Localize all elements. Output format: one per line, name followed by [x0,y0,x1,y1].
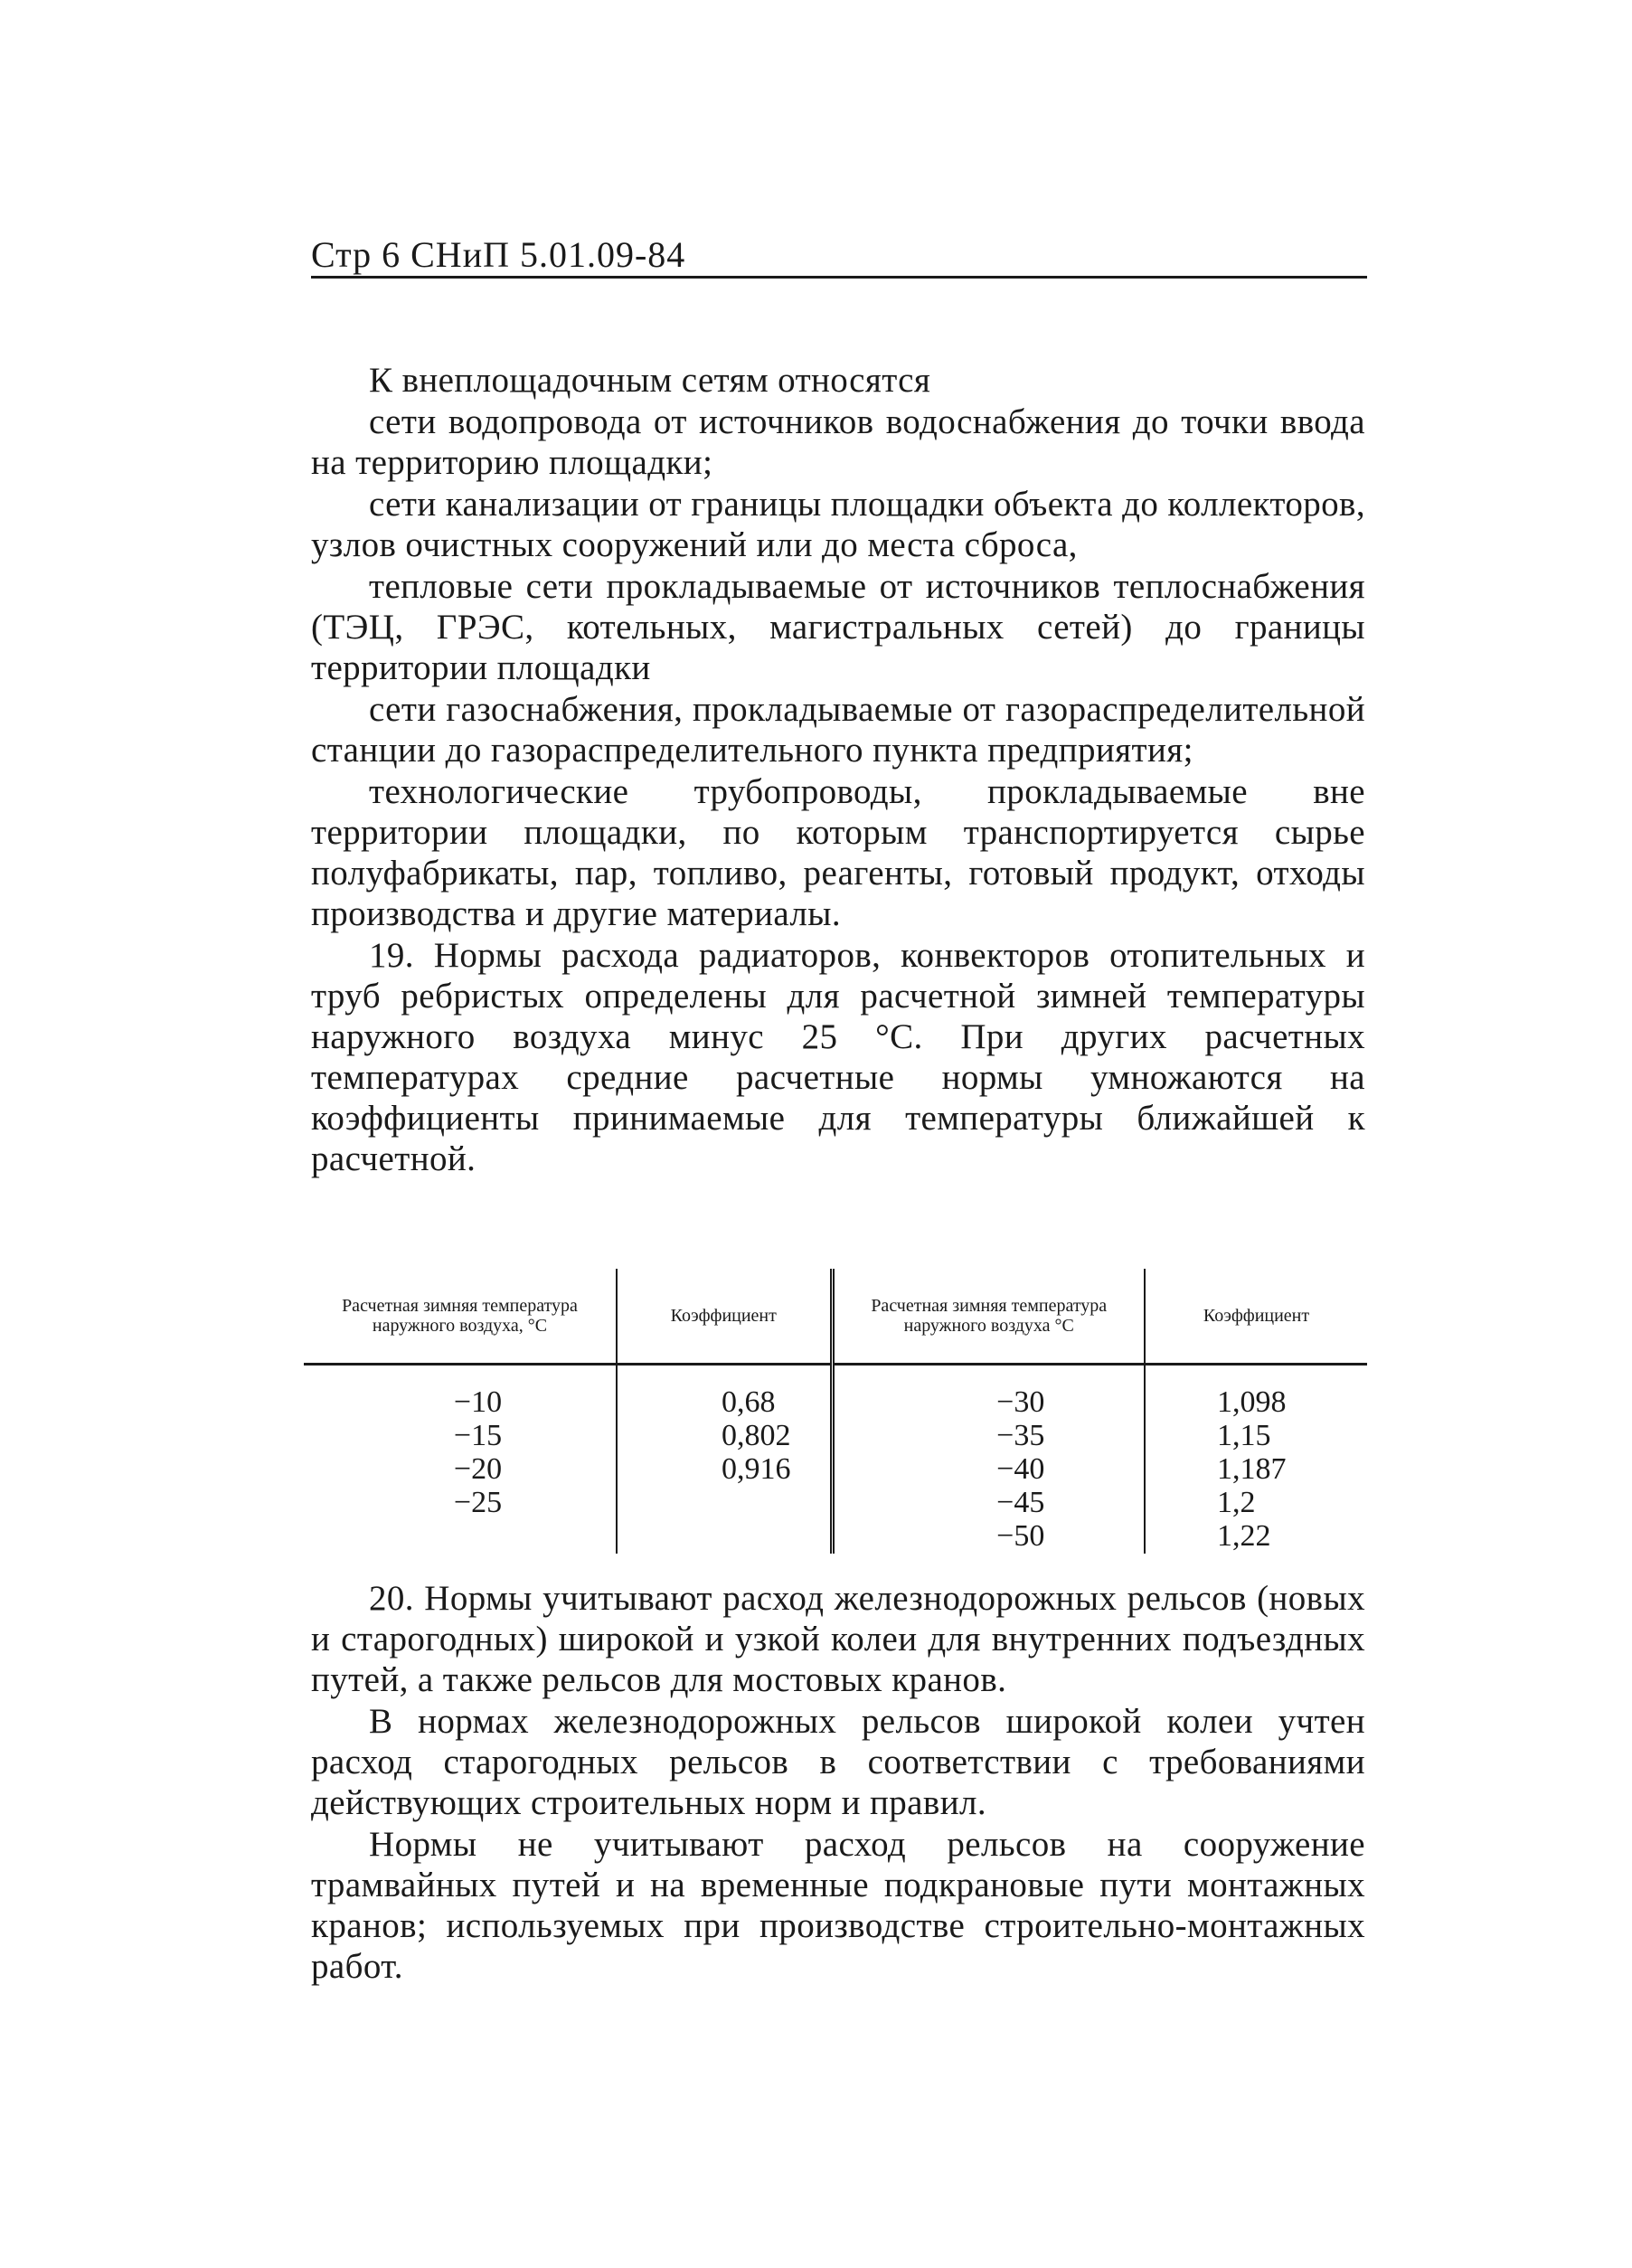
paragraph: сети водопровода от источников водоснабжения до точки ввода на территорию площадки; [311,402,1365,482]
column-header-temperature-left: Расчетная зимняя температура наружного воздуха, °С [304,1269,617,1365]
coefficient-table [304,1269,1367,1554]
cell-value: −50 [996,1519,1045,1553]
cell-value: −10 [453,1385,503,1419]
cell-value: 1,2 [1217,1486,1256,1519]
page-header: Стр 6 СНиП 5.01.09-84 [311,234,686,275]
cell-value: −30 [996,1385,1045,1419]
cell-value: −20 [453,1452,503,1486]
paragraph: сети канализации от границы площадки объекта до коллекторов, узлов очистных сооружений или до места сброса, [311,485,1365,564]
table-header-row [304,1269,1367,1365]
cell-value: −45 [996,1486,1045,1519]
cell-value: 1,22 [1217,1519,1271,1553]
paragraph: тепловые сети прокладываемые от источников теплоснабжения (ТЭЦ, ГРЭС, котельных, магистральных сетей) до границы территории площадки [311,567,1365,687]
paragraph: Нормы не учитывают расход рельсов на сооружение трамвайных путей и на временные подкрановые пути монтажных кранов; используемых при производстве строительно-монтажных работ. [311,1825,1365,1986]
paragraph-item-20: 20. Нормы учитывают расход железнодорожных рельсов (новых и старогодных) широкой и узкой колеи для внутренних подъездных путей, а также рельсов для мостовых кранов. [311,1579,1365,1699]
text-block-top [311,360,1365,1179]
cell-value: −25 [453,1486,503,1519]
table-cell-coefficient-left [617,1365,832,1555]
column-header-coefficient-right: Коэффициент [1145,1269,1367,1365]
column-header-coefficient-left: Коэффициент [617,1269,832,1365]
cell-value: −35 [996,1419,1045,1452]
table-cell-temperature-right [832,1365,1145,1555]
paragraph: К внеплощадочным сетям относятся [369,361,931,400]
paragraph-item-19: 19. Нормы расхода радиаторов, конвекторов отопительных и труб ребристых определены для расчетной зимней температуры наружного воздуха минус 25 °С. При других расчетных температурах средние расчетные нормы умножаются на коэффициенты принимаемые для температуры ближайшей к расчетной. [311,936,1365,1178]
text-block-bottom [311,1578,1365,1987]
paragraph: сети газоснабжения, прокладываемые от газораспределительной станции до газораспределительного пункта предприятия; [311,690,1365,770]
cell-value: 1,187 [1217,1452,1287,1486]
cell-value: 0,802 [722,1419,791,1452]
column-header-temperature-right: Расчетная зимняя температура наружного воздуха °С [832,1269,1145,1365]
cell-value: 1,098 [1217,1385,1287,1419]
header-rule [311,276,1367,279]
paragraph: В нормах железнодорожных рельсов широкой колеи учтен расход старогодных рельсов в соответствии с требованиями действующих строительных норм и правил. [311,1702,1365,1822]
table-row [304,1365,1367,1555]
cell-value: −15 [453,1419,503,1452]
cell-value: 0,68 [722,1385,776,1419]
table-cell-coefficient-right [1145,1365,1367,1555]
coefficient-table-wrap [304,1269,1367,1551]
paragraph: технологические трубопроводы, прокладываемые вне территории площадки, по которым транспортируется сырье полуфабрикаты, пар, топливо, реагенты, готовый продукт, отходы производства и другие материалы. [311,772,1365,933]
cell-value: 1,15 [1217,1419,1271,1452]
cell-value: 0,916 [722,1452,791,1486]
table-cell-temperature-left [304,1365,617,1555]
cell-value: −40 [996,1452,1045,1486]
